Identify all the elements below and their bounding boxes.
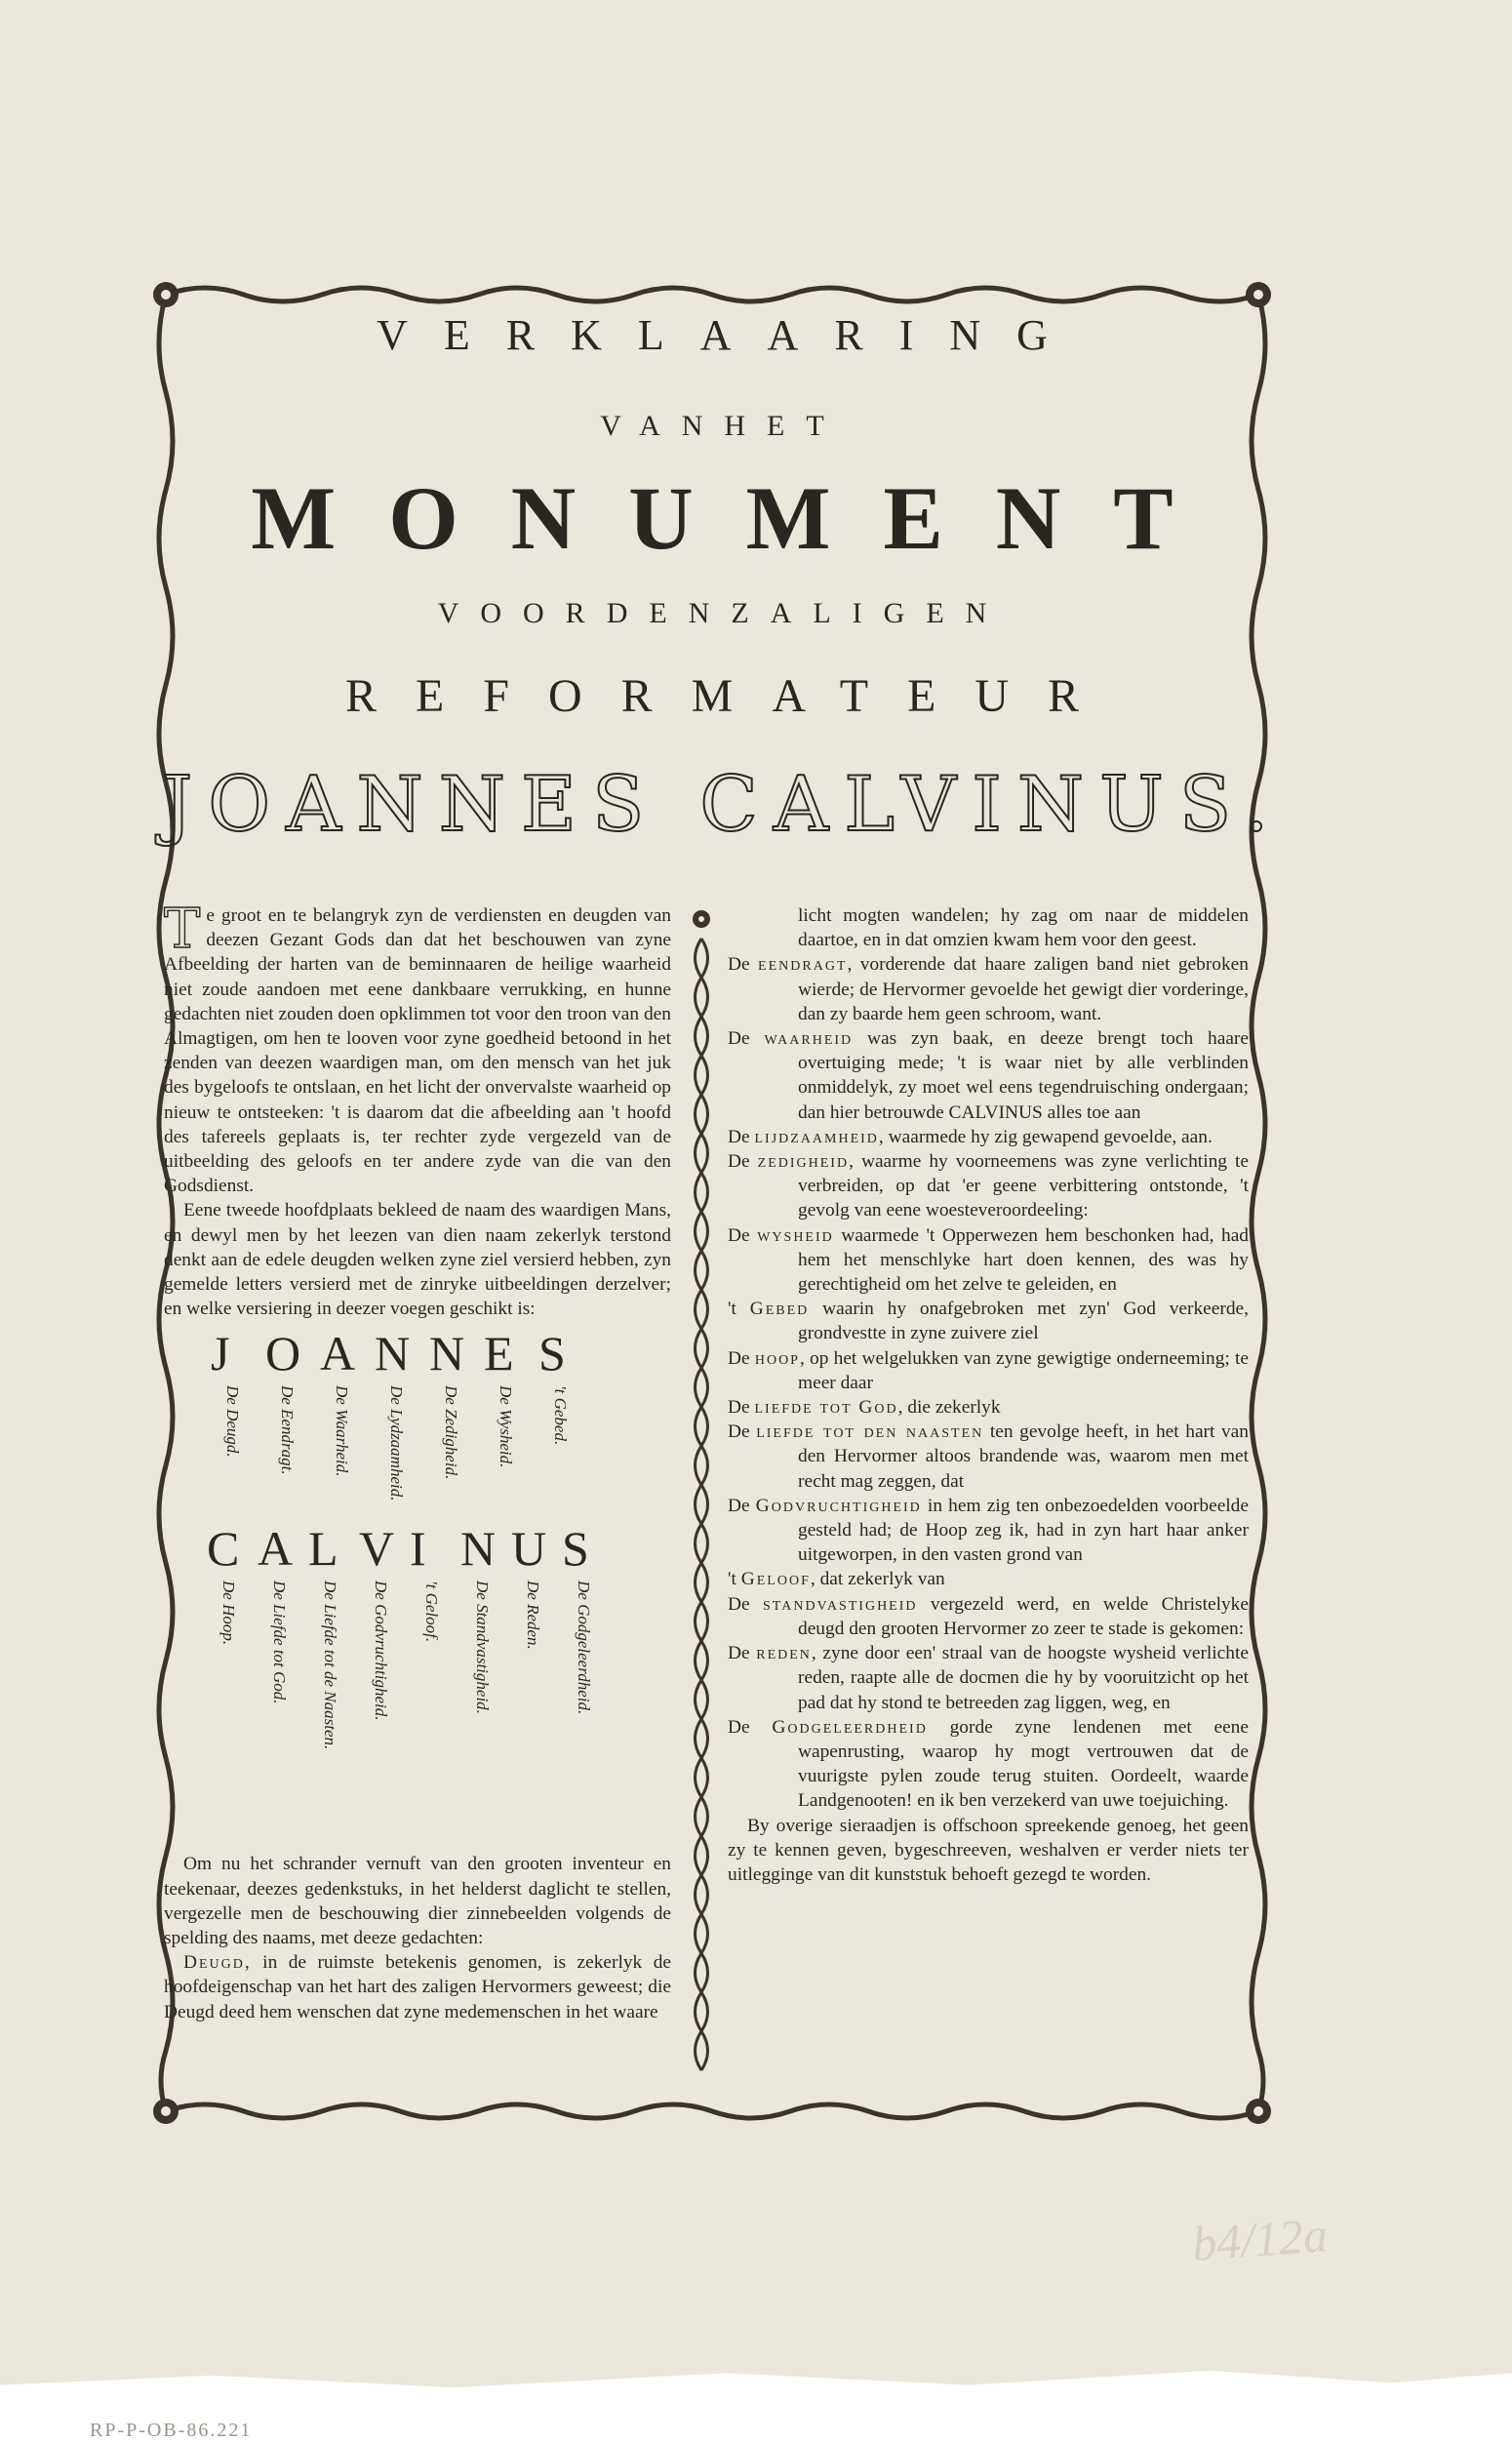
virtue-label: De Liefde tot God. xyxy=(270,1581,290,1704)
entry-godgeleerdheid xyxy=(728,1715,1249,1814)
entry-text: was zyn baak, en deeze brengt toch haare overtuiging mede; 't is waar niet by alle verblinden onmiddelyk, zy moet wel eens tegendruisching ondergaan; dan hier betrouwde CALVINUS alles toe aan xyxy=(798,1028,1249,1123)
entry-lead: De xyxy=(728,1421,750,1443)
entry-hoop xyxy=(728,1346,1249,1395)
acrostic-letter: S xyxy=(562,1521,589,1577)
acrostic-letter: A xyxy=(320,1326,356,1381)
entry-term: hoop xyxy=(754,1347,800,1369)
acrostic xyxy=(164,1326,671,1846)
entry-text: , dat zekerlyk van xyxy=(810,1569,945,1590)
entry-term: wysheid xyxy=(757,1224,834,1246)
entry-godvruchtigheid xyxy=(728,1494,1249,1568)
collection-mark: RP-P-OB-86.221 xyxy=(90,2420,253,2441)
virtue-label: De Godvruchtigheid. xyxy=(372,1581,391,1721)
virtue-label: De Reden. xyxy=(524,1581,543,1651)
entry-text: ten gevolge heeft, in het hart van den Hervormer altoos brandende was, waarom men met recht mag zeggen, dat xyxy=(798,1421,1249,1492)
entry-waarheid xyxy=(728,1026,1249,1125)
acrostic-letter: C xyxy=(207,1521,240,1577)
acrostic-letter: V xyxy=(359,1521,395,1577)
entry-term: standvastigheid xyxy=(763,1593,918,1615)
entry-liefde-tot-den-naasten xyxy=(728,1420,1249,1494)
paragraph-deugd-text: in de ruimste betekenis genomen, is zekerlyk de hoofdeigenschap van het hart des zaligen Hervormers geweest; die Deugd deed hem wenschen dat zyne medemenschen in het waare xyxy=(164,1952,671,2022)
acrostic-letter: O xyxy=(265,1326,301,1381)
virtue-label: De Hoop. xyxy=(219,1581,239,1646)
virtue-label: De Zedigheid. xyxy=(442,1385,461,1480)
entry-text: , waarme hy voorneemens was zyne verlichting te verbreiden, op dat 'er geene verbittering ontstonde, 't gevolg van eene woesteveroordeeling: xyxy=(798,1151,1249,1221)
virtue-label: De Godgeleerdheid. xyxy=(575,1581,594,1715)
entry-geloof xyxy=(728,1567,1249,1591)
entry-lead: De xyxy=(728,1028,750,1050)
entry-lead: De xyxy=(728,1643,750,1664)
paragraph-third: Om nu het schrander vernuft van den grooten inventeur en teekenaar, deezes gedenkstuks, in het helderst daglicht te stellen, vergezelle men de beschouwing dier zinnebeelden volgends de spelding des naams, met deeze gedachten: xyxy=(164,1854,671,1949)
entry-wysheid xyxy=(728,1223,1249,1298)
entry-text: waarin hy onafgebroken met zyn' God verkeerde, grondvestte in zyne zuivere ziel xyxy=(798,1299,1249,1344)
paragraph-closing: By overige sieraadjen is offschoon spreekende genoeg, het geen zy te kennen geven, bygeschreeven, weshalven er verder niets ter uitlegginge van dit kunststuk behoeft gezegd te worden. xyxy=(728,1815,1249,1885)
pencil-annotation: b4/12a xyxy=(1190,2207,1330,2271)
title-monument: MONUMENT xyxy=(251,468,1226,568)
entry-lead: De xyxy=(728,1347,750,1369)
entry-text: in hem zig ten onbezoedelden voorbeelde gesteld had; de Hoop zeg ik, had in zyn hart haar anker uitgeworpen, in den vasten grond van xyxy=(798,1495,1249,1566)
entry-lead: De xyxy=(728,1397,750,1419)
acrostic-letter: N xyxy=(375,1326,411,1381)
entry-text: vergezeld werd, en welde Christelyke deugd den grooten Hervormer zo zeer te stade is gekomen: xyxy=(798,1593,1249,1639)
drop-cap: T xyxy=(164,898,201,961)
title-reformateur: REFORMATEUR xyxy=(344,670,1119,722)
entry-liefde-tot-god xyxy=(728,1395,1249,1420)
entry-text: , waarmede hy zig gewapend gevoelde, aan. xyxy=(878,1126,1213,1147)
acrostic-letter: J xyxy=(211,1326,230,1381)
term-deugd: Deugd, xyxy=(183,1952,252,1974)
acrostic-letter: A xyxy=(258,1521,294,1577)
paragraph-intro-text: e groot en te belangryk zyn de verdiensten en deugden van deezen Gezant Gods dan dat het beschouwen van zyne Afbeelding der harten van de beminnaaren de heilige waarheid niet zoude aandoen met eene dankbaare verrukking, en hunne gedachten niet zouden doen opklimmen tot voor den troon van den Almagtigen, om hen te looven voor zyne goedheid betoond in het zenden van deezen waardigen man, om den mensch van het juk des bygeloofs te ontslaan, en het licht der onvervalste waarheid op nieuw te ontsteeken: 't is daarom dat die afbeelding aan 't hoofd des tafereels geplaats is, ter rechter zyde vergezeld van de uitbeelding des geloofs en ter andere zyde van die van den Godsdienst. xyxy=(164,905,671,1197)
entry-lead: 't xyxy=(728,1299,736,1320)
title-voorden-zaligen: VOORDENZALIGEN xyxy=(437,597,1009,629)
entry-lead: 't xyxy=(728,1569,736,1590)
title-joannes-calvinus: JOANNES CALVINUS. xyxy=(162,761,1285,849)
entry-term: liefde tot God xyxy=(754,1397,898,1419)
acrostic-letter: L xyxy=(308,1521,338,1577)
entry-lead: De xyxy=(728,954,750,976)
entry-term: Geloof xyxy=(740,1569,811,1590)
paragraph-deugd xyxy=(164,1950,671,2024)
virtue-label: 't Gebed. xyxy=(551,1385,571,1446)
entry-text: , op het welgelukken van zyne gewigtige onderneeming; te meer daar xyxy=(798,1347,1249,1393)
entry-gebed xyxy=(728,1297,1249,1345)
entry-standvastigheid xyxy=(728,1592,1249,1641)
entry-term: Gebed xyxy=(749,1299,810,1320)
entry-term: eendragt xyxy=(758,954,848,976)
entry-eendragt xyxy=(728,952,1249,1026)
acrostic-letter: S xyxy=(538,1326,566,1381)
title-vanhet: VANHET xyxy=(600,410,846,442)
virtue-label: De Eendragt. xyxy=(278,1385,298,1476)
paragraph-intro xyxy=(164,898,671,1198)
entry-term: lijdzaamheid xyxy=(754,1126,879,1147)
entry-text: gorde zyne lendenen met eene wapenrusting, waarop hy mogt vertrouwen dat de vuurigste pylen zoude terug stuiten. Oordeelt, waarde Landgenooten! en ik ben verzekerd van uwe toejuiching. xyxy=(798,1716,1249,1812)
acrostic-letter: N xyxy=(460,1521,497,1577)
acrostic-letter: U xyxy=(511,1521,547,1577)
entry-text: , die zekerlyk xyxy=(897,1397,1001,1419)
acrostic-letter: E xyxy=(484,1326,514,1381)
entry-lead: De xyxy=(728,1224,750,1246)
entry-lead: De xyxy=(728,1593,750,1615)
entry-lead: De xyxy=(728,1126,750,1147)
entry-text: , zyne door een' straal van de hoogste wysheid verlichte reden, raapte alle de docmen die hy by vooruitzicht op het pad dat hy stond te betreeden zag liggen, weg, en xyxy=(798,1643,1249,1713)
entry-reden xyxy=(728,1641,1249,1715)
entry-term: Godvruchtigheid xyxy=(755,1495,922,1516)
virtue-label: De Wysheid. xyxy=(497,1385,516,1468)
title-verklaaring: VERKLAARING xyxy=(377,311,1084,359)
acrostic-letter: N xyxy=(429,1326,465,1381)
virtue-label: De Waarheid. xyxy=(333,1385,352,1477)
virtue-label: De Liefde tot de Naasten. xyxy=(321,1581,340,1750)
entry-text: , vorderende dat haare zaligen band niet gebroken wierde; de Hervormer gevoelde het gewigt dier vorderinge, dan zy baarde hem geen schroom, want. xyxy=(798,954,1249,1024)
entry-text: waarmede 't Opperwezen hem beschonken had, had hem het menschlyke hart doen kennen, des was hy gerechtigheid om het zelve te geleiden, en xyxy=(798,1224,1249,1296)
entry-term: waarheid xyxy=(764,1028,854,1050)
paragraph-second: Eene tweede hoofdplaats bekleed de naam des waardigen Mans, en dewyl men by het leezen van dien naam zekerlyk terstond denkt aan de edele deugden welken zyne ziel versierd hebben, zyn gemelde letters versierd met de zinryke uitbeeldingen derzelver; en welke versiering in deezer voegen geschikt is: xyxy=(164,1200,671,1320)
entry-term: reden xyxy=(756,1643,812,1664)
virtue-label: 't Geloof. xyxy=(422,1581,442,1643)
left-column xyxy=(164,898,671,2024)
paragraph-continuation: licht mogten wandelen; hy zag om naar de middelen daartoe, en in dat omzien kwam hem voor den geest. xyxy=(798,905,1249,951)
entry-lijdzaamheid xyxy=(728,1125,1249,1149)
acrostic-letter: I xyxy=(410,1521,426,1577)
virtue-label: De Standvastigheid. xyxy=(473,1581,493,1715)
entry-term: zedigheid xyxy=(757,1151,850,1173)
right-column xyxy=(728,903,1249,1887)
entry-lead: De xyxy=(728,1495,750,1516)
virtue-label: De Deugd. xyxy=(223,1385,243,1459)
entry-term: liefde tot den naasten xyxy=(756,1421,984,1443)
entry-zedigheid xyxy=(728,1149,1249,1223)
entry-lead: De xyxy=(728,1151,750,1173)
virtue-label: De Lydzaamheid. xyxy=(387,1385,407,1501)
entry-lead: De xyxy=(728,1716,750,1738)
entry-term: Godgeleerdheid xyxy=(772,1716,928,1738)
